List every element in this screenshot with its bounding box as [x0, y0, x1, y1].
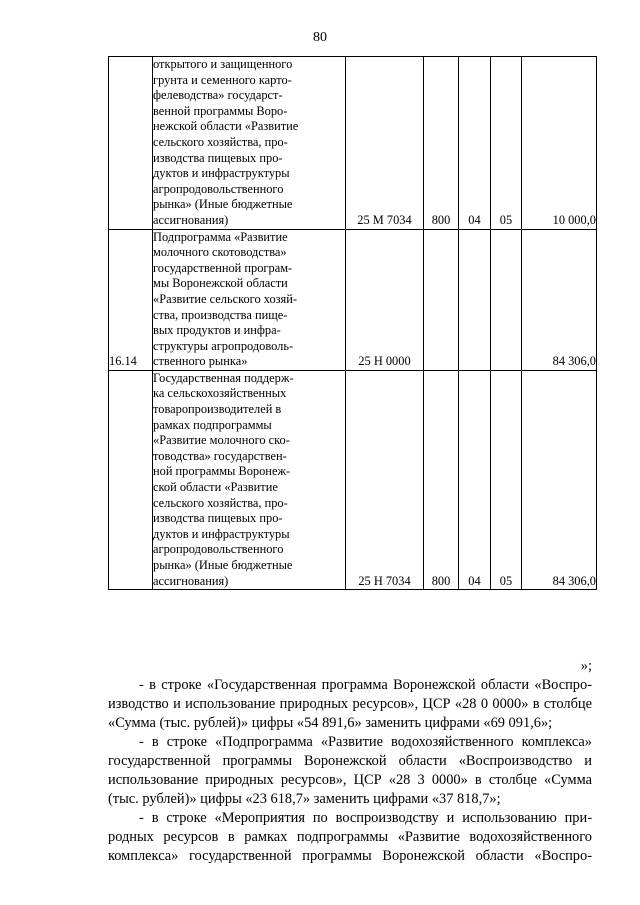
paragraph-line: использование природных ресурсов», ЦСР «28 3 0000» в столбце «Сумма: [108, 772, 592, 788]
sum-cell: 84 306,0: [522, 370, 597, 589]
amendment-paragraph: [108, 809, 592, 866]
csr-code-cell: 25 М 7034: [346, 57, 424, 230]
name-line: товодства» государствен-: [153, 448, 287, 463]
table-row: [109, 57, 597, 230]
csr-code-cell: 25 Н 7034: [346, 370, 424, 589]
amendment-paragraphs: [108, 676, 592, 866]
paragraph-line: «Сумма (тыс. рублей)» цифры «54 891,6» заменить цифрами «69 091,6»;: [108, 715, 553, 731]
name-line: дуктов и инфраструктуры: [153, 526, 290, 541]
name-line: изводства пищевых про-: [153, 150, 283, 165]
name-line: венной программы Воро-: [153, 103, 288, 118]
name-line: рынка» (Иные бюджетные: [153, 558, 293, 572]
name-line: государственной програм-: [153, 260, 293, 275]
name-line: сельского хозяйства, про-: [153, 134, 288, 149]
amendment-paragraph: [108, 733, 592, 809]
csr-code-cell: 25 Н 0000: [346, 229, 424, 370]
name-line: рынка» (Иные бюджетные: [153, 197, 293, 212]
row-name-cell: [153, 57, 346, 230]
name-line: агропродовольственного: [153, 181, 284, 196]
row-number-cell: 16.14: [109, 229, 153, 370]
expense-type-cell: [424, 229, 459, 370]
name-line: «Развитие молочного ско-: [153, 433, 290, 448]
name-line: сельского хозяйства, про-: [153, 495, 288, 510]
name-line: нежской области «Развитие: [153, 119, 299, 134]
row-name-cell: [153, 229, 346, 370]
name-line: молочного скотоводства»: [153, 245, 287, 260]
name-line: ской области «Развитие: [153, 480, 278, 495]
paragraph-line: комплекса» государственной программы Воронежской области «Воспро-: [108, 848, 592, 864]
name-line: ассигнования): [153, 573, 229, 588]
paragraph-line: (тыс. рублей)» цифры «23 618,7» заменить цифрами «37 818,7»;: [108, 791, 501, 807]
name-line: открытого и защищенного: [153, 57, 293, 71]
subsection-cell: 05: [491, 57, 522, 230]
expense-type-cell: 800: [424, 370, 459, 589]
name-line: ка сельскохозяйственных: [153, 386, 287, 401]
name-line: ной программы Воронеж-: [153, 464, 291, 479]
name-line: мы Воронежской области: [153, 276, 288, 291]
name-line: рамках подпрограммы: [153, 417, 272, 432]
name-line: ства, производства пище-: [153, 307, 288, 322]
amendment-paragraph: [108, 676, 592, 733]
name-line: Государственная поддерж-: [153, 370, 294, 385]
sum-cell: 10 000,0: [522, 57, 597, 230]
subsection-cell: [491, 229, 522, 370]
name-line: грунта и семенного карто-: [153, 72, 292, 87]
table-row: [109, 229, 597, 370]
paragraph-line: - в строке «Мероприятия по воспроизводству и использованию при-: [139, 810, 592, 826]
name-line: ассигнования): [153, 212, 229, 227]
paragraph-line: государственной программы Воронежской области «Воспроизводство и: [108, 753, 592, 769]
name-line: изводства пищевых про-: [153, 511, 283, 526]
name-line: фелеводства» государст-: [153, 88, 283, 103]
section-cell: 04: [459, 370, 491, 589]
row-number-cell: [109, 57, 153, 230]
closing-quote-mark: »;: [580, 658, 592, 674]
subsection-cell: 05: [491, 370, 522, 589]
paragraph-line: изводство и использование природных ресурсов», ЦСР «28 0 0000» в столбце: [108, 696, 592, 712]
name-line: Подпрограмма «Развитие: [153, 229, 288, 244]
row-name-cell: [153, 370, 346, 589]
table-row: [109, 370, 597, 589]
section-cell: 04: [459, 57, 491, 230]
name-line: структуры агропродоволь-: [153, 338, 294, 353]
paragraph-line: - в строке «Подпрограмма «Развитие водохозяйственного комплекса»: [139, 734, 592, 750]
row-number-cell: [109, 370, 153, 589]
name-line: товаропроизводителей в: [153, 402, 282, 417]
name-line: «Развитие сельского хозяй-: [153, 291, 298, 306]
paragraph-line: родных ресурсов в рамках подпрограммы «Развитие водохозяйственного: [108, 829, 592, 845]
expense-type-cell: 800: [424, 57, 459, 230]
paragraph-line: - в строке «Государственная программа Воронежской области «Воспро-: [139, 677, 592, 693]
name-line: ственного рынка»: [153, 354, 248, 369]
name-line: дуктов и инфраструктуры: [153, 166, 290, 181]
name-line: вых продуктов и инфра-: [153, 323, 281, 338]
name-line: агропродовольственного: [153, 542, 284, 557]
section-cell: [459, 229, 491, 370]
page-number: 80: [313, 30, 327, 45]
sum-cell: 84 306,0: [522, 229, 597, 370]
budget-table: [108, 56, 597, 590]
